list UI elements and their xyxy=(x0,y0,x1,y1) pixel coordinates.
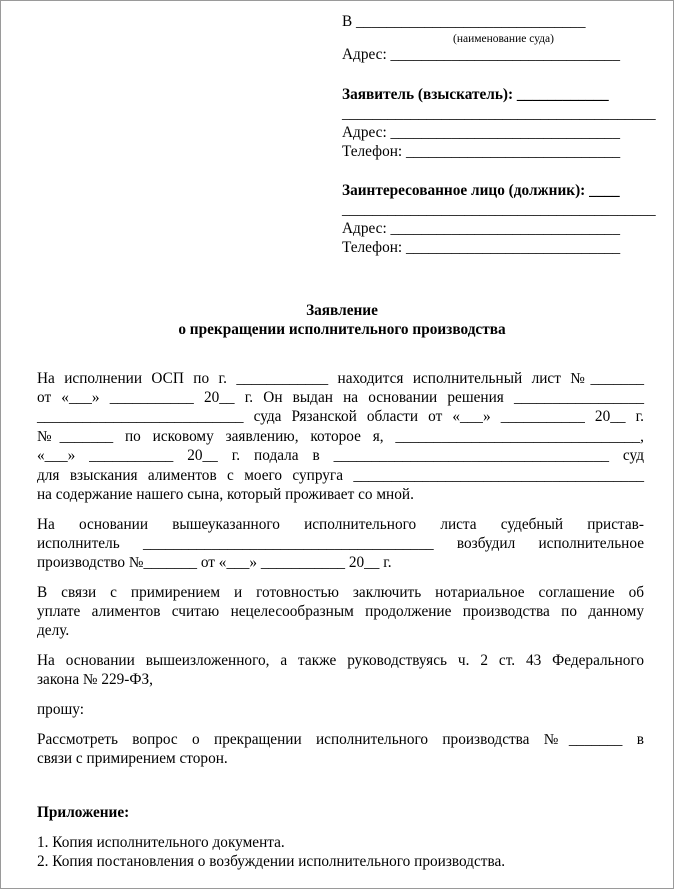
document-title: Заявление xyxy=(306,302,378,319)
debtor-phone: Телефон: ____________________________ xyxy=(342,239,621,256)
paragraph-line: «___» ___________ 20__ г. подала в ____________________________________ суд xyxy=(37,447,644,464)
document-subtitle: о прекращении исполнительного производства xyxy=(178,321,506,338)
paragraph-line: производство №_______ от «___» ___________ 20__ г. xyxy=(37,554,392,571)
paragraph-line: от «___» ___________ 20__ г. Он выдан на основании решения _________________ xyxy=(37,389,644,406)
applicant-line: _________________________________________ xyxy=(342,105,656,122)
paragraph-line: ___________________________ суда Рязанской области от «___» ___________ 20__ г. xyxy=(37,408,644,425)
paragraph-line: связи с примирением сторон. xyxy=(37,750,228,767)
paragraph-line: №_______ по исковому заявлению, которое я, ________________________________, xyxy=(37,428,644,445)
paragraph-line: На основании вышеизложенного, а также руководствуясь ч. 2 ст. 43 Федерального xyxy=(37,652,644,669)
paragraph-line: На основании вышеуказанного исполнительного листа судебный пристав- xyxy=(37,516,644,533)
request-word: прошу: xyxy=(37,701,84,718)
attachments-label: Приложение: xyxy=(37,804,130,821)
paragraph-line: исполнитель ______________________________________ возбудил исполнительное xyxy=(37,535,644,552)
paragraph-line: На исполнении ОСП по г. ____________ находится исполнительный лист №_______ xyxy=(37,370,644,387)
attachment-item: 1. Копия исполнительного документа. xyxy=(37,834,285,851)
paragraph-line: В связи с примирением и готовностью заключить нотариальное соглашение об xyxy=(37,584,644,601)
court-line: В ______________________________ xyxy=(342,13,586,30)
paragraph-line: делу. xyxy=(37,622,70,639)
paragraph-line: уплате алиментов считаю нецелесообразным продолжение производства по данному xyxy=(37,603,644,620)
court-address: Адрес: ______________________________ xyxy=(342,46,620,63)
paragraph-line: закона № 229-ФЗ, xyxy=(37,671,153,688)
debtor-line: _________________________________________ xyxy=(342,201,656,218)
court-hint: (наименование суда) xyxy=(453,33,554,45)
debtor-label: Заинтересованное лицо (должник): ____ xyxy=(342,182,620,199)
paragraph-line: на содержание нашего сына, который проживает со мной. xyxy=(37,486,414,503)
debtor-address: Адрес: ______________________________ xyxy=(342,220,620,237)
applicant-phone: Телефон: ____________________________ xyxy=(342,143,621,160)
applicant-address: Адрес: ______________________________ xyxy=(342,124,620,141)
applicant-label: Заявитель (взыскатель): ____________ xyxy=(342,86,609,103)
paragraph-line: для взыскания алиментов с моего супруга ______________________________________ xyxy=(37,467,644,484)
paragraph-line: Рассмотреть вопрос о прекращении исполнительного производства №_______ в xyxy=(37,731,644,748)
attachment-item: 2. Копия постановления о возбуждении исполнительного производства. xyxy=(37,853,506,870)
